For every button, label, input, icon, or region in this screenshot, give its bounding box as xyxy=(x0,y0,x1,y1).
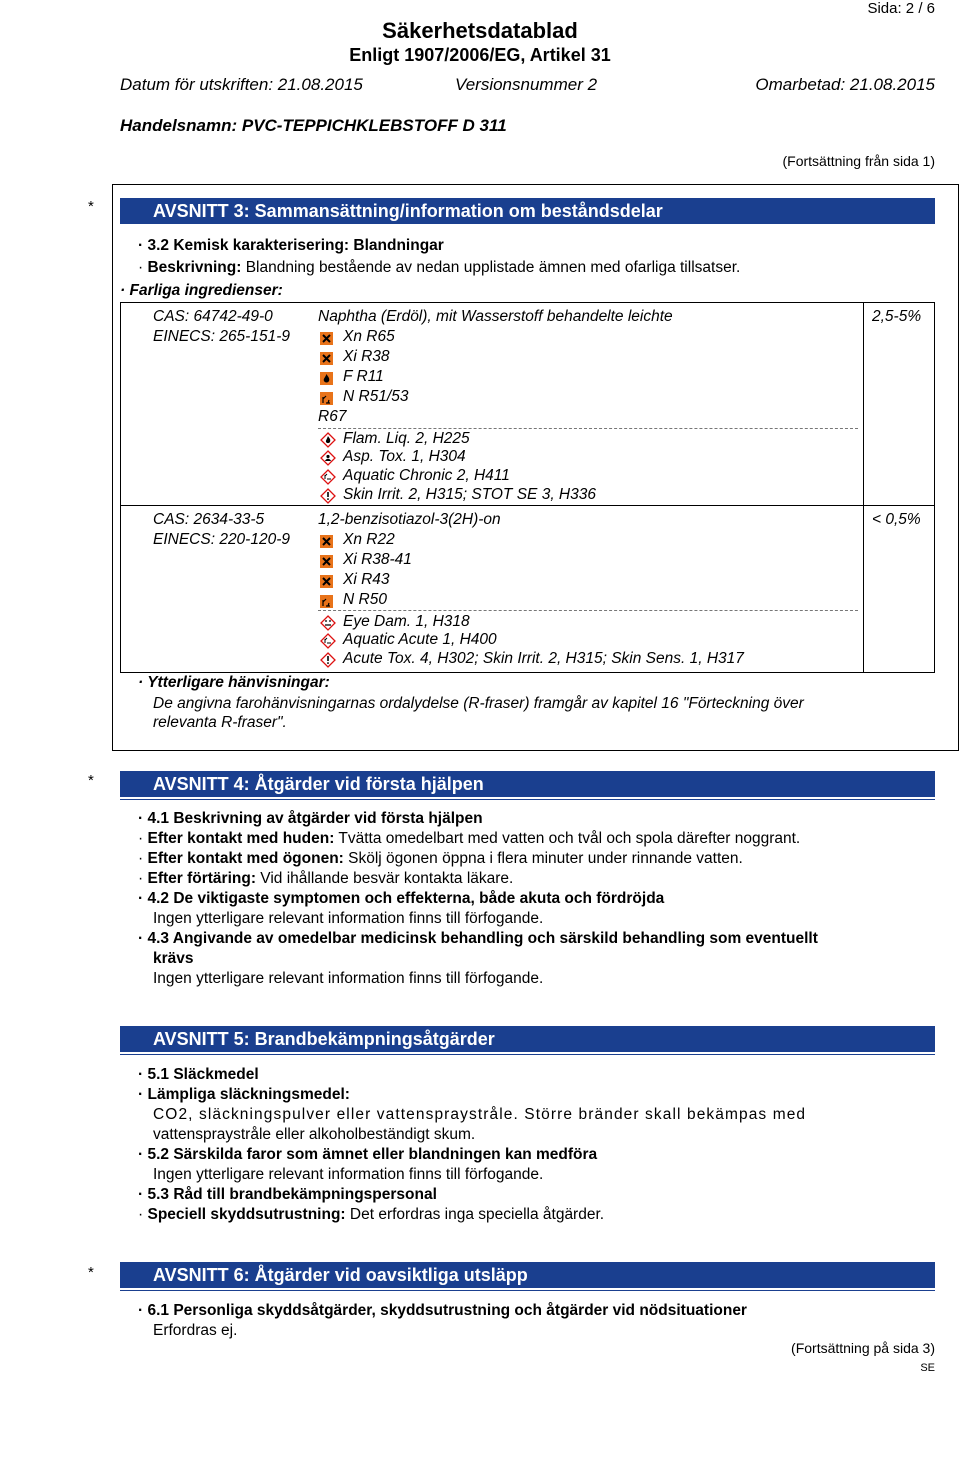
ingredient-2-h1: Eye Dam. 1, H318 xyxy=(343,613,470,630)
further-references-text: De angivna farohänvisningarnas ordalydelse (R-fraser) framgår av kapitel 16 "Förteckning över xyxy=(153,695,804,712)
ingredient-1-h4: Skin Irrit. 2, H315; STOT SE 3, H336 xyxy=(343,486,596,503)
ingredient-1-r4: N R51/53 xyxy=(343,388,409,405)
flame-icon xyxy=(320,372,333,385)
irritant-x-icon xyxy=(320,575,333,588)
ingredient-1-concentration: 2,5-5% xyxy=(872,308,922,325)
dashed-separator xyxy=(318,610,858,611)
section-4-3-heading: · 4.3 Angivande av omedelbar medicinsk behandling och särskild behandling som eventuellt xyxy=(138,930,818,947)
section-4-2-text: Ingen ytterligare relevant information finns till förfogande. xyxy=(153,910,544,927)
ingredient-2-einecs: EINECS: 220-120-9 xyxy=(153,531,290,548)
dashed-separator xyxy=(318,428,858,429)
section-6-title: AVSNITT 6: Åtgärder vid oavsiktliga utsläpp xyxy=(153,1265,528,1285)
section-5-1-heading: · 5.1 Släckmedel xyxy=(138,1066,259,1083)
ingredient-2-name: 1,2-benzisotiazol-3(2H)-on xyxy=(318,511,501,528)
ingredient-1-einecs: EINECS: 265-151-9 xyxy=(153,328,290,345)
section-6-underline xyxy=(120,1290,935,1291)
continued-from: (Fortsättning från sida 1) xyxy=(782,153,935,169)
eye-contact-line: · Efter kontakt med ögonen: Skölj ögonen öppna i flera minuter under rinnande vatten. xyxy=(138,850,743,867)
section-5-header xyxy=(120,1026,935,1052)
section-5-2-text: Ingen ytterligare relevant information finns till förfogande. xyxy=(153,1166,544,1183)
protective-equipment-line: · Speciell skyddsutrustning: Det erfordras inga speciella åtgärder. xyxy=(138,1206,605,1223)
ghs-environment-icon xyxy=(320,469,336,485)
section-4-1-heading: · 4.1 Beskrivning av åtgärder vid första hjälpen xyxy=(138,810,483,827)
section-5-2-heading: · 5.2 Särskilda faror som ämnet eller blandningen kan medföra xyxy=(138,1146,598,1163)
description-line: · Beskrivning: Blandning bestående av nedan upplistade ämnen med ofarliga tillsatser. xyxy=(138,259,741,276)
section-3-2-heading: · 3.2 Kemisk karakterisering: Blandningar xyxy=(138,237,444,254)
section-4-3-heading-2: krävs xyxy=(153,950,194,967)
suitable-media-text: CO2, släckningspulver eller vattenspraystråle. Större bränder skall bekämpas med xyxy=(153,1106,807,1123)
ghs-environment-icon xyxy=(320,633,336,649)
change-marker: * xyxy=(88,1264,94,1281)
ingredient-2-r1: Xn R22 xyxy=(343,531,395,548)
skin-contact-line: · Efter kontakt med huden: Tvätta omedelbart med vatten och tvål och spola därefter noggrant. xyxy=(138,830,801,847)
language-code: SE xyxy=(920,1362,935,1374)
table-divider xyxy=(120,505,935,506)
ingredient-1-r3: F R11 xyxy=(343,368,384,385)
ghs-health-hazard-icon xyxy=(320,450,336,466)
harmful-x-icon xyxy=(320,535,333,548)
section-4-title: AVSNITT 4: Åtgärder vid första hjälpen xyxy=(153,774,484,794)
ingredient-1-h1: Flam. Liq. 2, H225 xyxy=(343,430,470,447)
change-marker: * xyxy=(88,198,94,215)
print-date: Datum för utskriften: 21.08.2015 xyxy=(120,75,363,94)
conc-column-divider xyxy=(863,302,864,673)
ingredient-1-r1: Xn R65 xyxy=(343,328,395,345)
ingredient-2-r3: Xi R43 xyxy=(343,571,390,588)
ingestion-line: · Efter förtäring: Vid ihållande besvär kontakta läkare. xyxy=(138,870,514,887)
ghs-exclamation-icon xyxy=(320,652,336,668)
page-number: Sida: 2 / 6 xyxy=(867,0,935,17)
ghs-corrosion-icon xyxy=(320,615,336,631)
continued-to: (Fortsättning på sida 3) xyxy=(791,1340,935,1356)
suitable-media-text-2: vattenspraystråle eller alkoholbeständigt skum. xyxy=(153,1126,476,1143)
revised-date: Omarbetad: 21.08.2015 xyxy=(755,75,935,94)
irritant-x-icon xyxy=(320,555,333,568)
harmful-x-icon xyxy=(320,332,333,345)
further-references-heading: · Ytterligare hänvisningar: xyxy=(138,674,330,691)
ingredient-2-r4: N R50 xyxy=(343,591,387,608)
section-4-underline xyxy=(120,799,935,800)
environment-icon xyxy=(320,595,333,608)
section-5-underline xyxy=(120,1054,935,1055)
ingredient-2-h2: Aquatic Acute 1, H400 xyxy=(343,631,497,648)
section-3-header xyxy=(120,198,935,224)
section-6-1-heading: · 6.1 Personliga skyddsåtgärder, skyddsutrustning och åtgärder vid nödsituationer xyxy=(138,1302,747,1319)
section-5-title: AVSNITT 5: Brandbekämpningsåtgärder xyxy=(153,1029,495,1049)
section-5-3-heading: · 5.3 Råd till brandbekämpningspersonal xyxy=(138,1186,437,1203)
section-4-3-text: Ingen ytterligare relevant information finns till förfogande. xyxy=(153,970,544,987)
ingredient-2-concentration: < 0,5% xyxy=(872,511,921,528)
ingredient-2-h3: Acute Tox. 4, H302; Skin Irrit. 2, H315; Skin Sens. 1, H317 xyxy=(343,650,744,667)
version-number: Versionsnummer 2 xyxy=(455,75,598,94)
ghs-flame-icon xyxy=(320,432,336,448)
section-4-2-heading: · 4.2 De viktigaste symptomen och effekterna, både akuta och fördröjda xyxy=(138,890,665,907)
ingredient-1-h2: Asp. Tox. 1, H304 xyxy=(343,448,466,465)
section-6-header xyxy=(120,1262,935,1288)
ingredient-1-r5: R67 xyxy=(318,408,347,425)
change-marker: * xyxy=(88,772,94,789)
hazardous-ingredients-heading: · Farliga ingredienser: xyxy=(120,282,283,299)
ingredient-1-r2: Xi R38 xyxy=(343,348,390,365)
section-6-1-text: Erfordras ej. xyxy=(153,1322,238,1339)
suitable-media-heading: · Lämpliga släckningsmedel: xyxy=(138,1086,350,1103)
ingredient-1-cas: CAS: 64742-49-0 xyxy=(153,308,273,325)
further-references-text-2: relevanta R-fraser". xyxy=(153,714,287,731)
ghs-exclamation-icon xyxy=(320,488,336,504)
ingredient-2-r2: Xi R38-41 xyxy=(343,551,412,568)
ingredient-1-h3: Aquatic Chronic 2, H411 xyxy=(343,467,510,484)
irritant-x-icon xyxy=(320,352,333,365)
environment-icon xyxy=(320,392,333,405)
section-4-header xyxy=(120,771,935,797)
ingredient-2-cas: CAS: 2634-33-5 xyxy=(153,511,265,528)
document-title: Säkerhetsdatablad xyxy=(382,18,578,43)
ingredient-1-name: Naphtha (Erdöl), mit Wasserstoff behandelte leichte xyxy=(318,308,673,325)
section-3-title: AVSNITT 3: Sammansättning/information om beståndsdelar xyxy=(153,201,663,221)
trade-name: Handelsnamn: PVC-TEPPICHKLEBSTOFF D 311 xyxy=(120,116,507,135)
document-subtitle: Enligt 1907/2006/EG, Artikel 31 xyxy=(349,45,611,65)
